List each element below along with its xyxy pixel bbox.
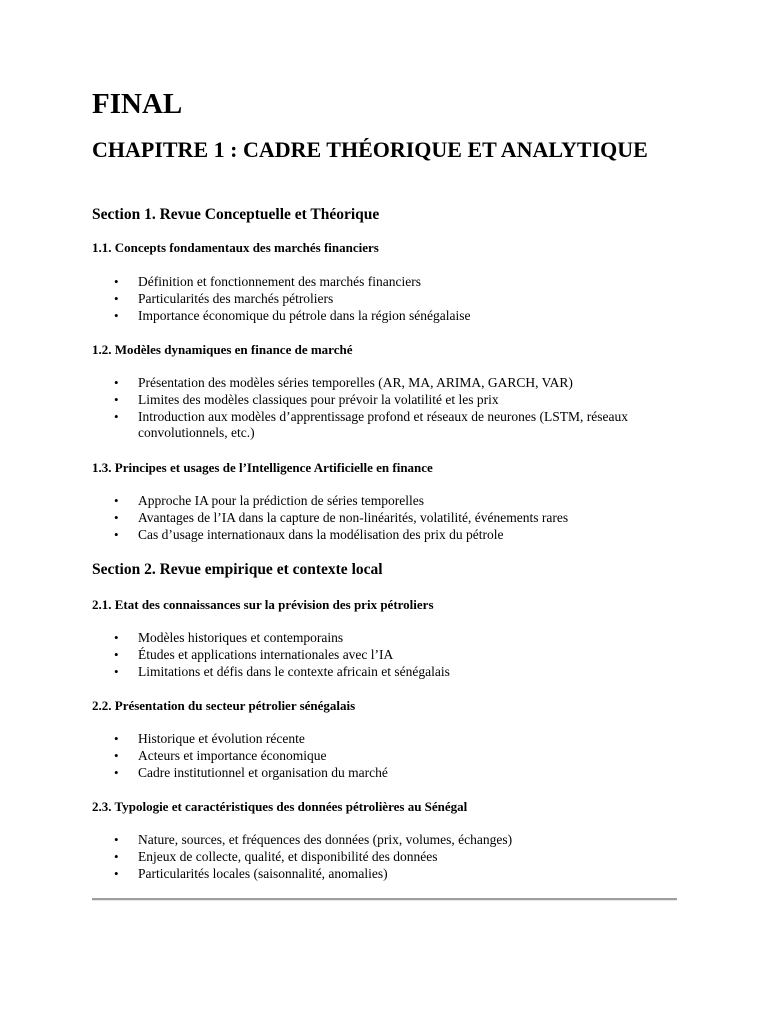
bullet-icon: • — [114, 509, 119, 525]
bullet-icon: • — [114, 848, 119, 864]
bullet-icon: • — [114, 493, 119, 508]
bullet-icon: • — [114, 663, 119, 679]
list-item-text: Avantages de l’IA dans la capture de non-linéarités, volatilité, événements rares — [138, 509, 569, 525]
list-item — [92, 748, 677, 765]
subsection-1-3-title: 1.3. Principes et usages de l’Intelligence Artificielle en finance — [92, 460, 433, 475]
bullet-icon: • — [114, 375, 119, 390]
subsection-1-3-list — [92, 493, 677, 543]
list-item — [92, 731, 677, 748]
list-item — [92, 849, 677, 866]
list-item — [92, 664, 677, 681]
list-item-text: Limitations et défis dans le contexte africain et sénégalais — [138, 663, 450, 679]
subsection-2-3-list — [92, 832, 677, 882]
list-item-text: Approche IA pour la prédiction de séries temporelles — [138, 493, 425, 508]
list-item — [92, 308, 677, 325]
list-item-text: Études et applications internationales avec l’IA — [138, 646, 394, 662]
subsection-1-2-title: 1.2. Modèles dynamiques en finance de marché — [92, 342, 353, 357]
list-item — [92, 291, 677, 308]
document-title: FINAL — [92, 88, 183, 120]
subsection-2-1-title: 2.1. Etat des connaissances sur la prévision des prix pétroliers — [92, 597, 434, 612]
list-item — [92, 527, 677, 544]
list-item — [92, 630, 677, 647]
bullet-icon: • — [114, 832, 119, 847]
horizontal-divider — [92, 898, 677, 901]
bullet-icon: • — [114, 630, 119, 645]
subsection-1-2-list — [92, 375, 677, 442]
list-item-text: Cas d’usage internationaux dans la modélisation des prix du pétrole — [138, 526, 504, 542]
bullet-icon: • — [114, 865, 119, 881]
bullet-icon: • — [114, 391, 119, 407]
bullet-icon: • — [114, 290, 119, 306]
list-item-text: Cadre institutionnel et organisation du marché — [138, 764, 388, 780]
list-item-text: Particularités locales (saisonnalité, anomalies) — [138, 865, 388, 881]
list-item-text: Introduction aux modèles d’apprentissage profond et réseaux de neurones (LSTM, réseaux convolutionnels, etc.) — [138, 408, 628, 441]
list-item-text: Modèles historiques et contemporains — [138, 630, 344, 645]
subsection-2-3-title: 2.3. Typologie et caractéristiques des données pétrolières au Sénégal — [92, 799, 468, 814]
section-2-title: Section 2. Revue empirique et contexte local — [92, 561, 383, 578]
bullet-icon: • — [114, 731, 119, 746]
subsection-1-1-title: 1.1. Concepts fondamentaux des marchés financiers — [92, 240, 379, 255]
list-item — [92, 493, 677, 510]
list-item-text: Définition et fonctionnement des marchés financiers — [138, 274, 422, 289]
list-item — [92, 274, 677, 291]
list-item — [92, 647, 677, 664]
bullet-icon: • — [114, 307, 119, 323]
subsection-2-1-list — [92, 630, 677, 680]
subsection-2-2-title: 2.2. Présentation du secteur pétrolier sénégalais — [92, 698, 356, 713]
list-item — [92, 765, 677, 782]
bullet-icon: • — [114, 274, 119, 289]
list-item — [92, 832, 677, 849]
section-1-title: Section 1. Revue Conceptuelle et Théorique — [92, 206, 380, 223]
list-item — [92, 510, 677, 527]
bullet-icon: • — [114, 526, 119, 542]
list-item-text: Importance économique du pétrole dans la région sénégalaise — [138, 307, 471, 323]
list-item-text: Enjeux de collecte, qualité, et disponibilité des données — [138, 848, 438, 864]
bullet-icon: • — [114, 646, 119, 662]
subsection-1-1-list — [92, 274, 677, 324]
list-item-text: Limites des modèles classiques pour prévoir la volatilité et les prix — [138, 391, 499, 407]
list-item-text: Particularités des marchés pétroliers — [138, 290, 334, 306]
list-item-text: Présentation des modèles séries temporelles (AR, MA, ARIMA, GARCH, VAR) — [138, 375, 573, 390]
bullet-icon: • — [114, 408, 119, 424]
chapter-title: CHAPITRE 1 : CADRE THÉORIQUE ET ANALYTIQUE — [92, 137, 648, 162]
list-item-text: Acteurs et importance économique — [138, 747, 327, 763]
list-item — [92, 409, 677, 443]
list-item — [92, 375, 677, 392]
list-item — [92, 866, 677, 883]
bullet-icon: • — [114, 747, 119, 763]
list-item — [92, 392, 677, 409]
list-item-text: Nature, sources, et fréquences des données (prix, volumes, échanges) — [138, 832, 513, 847]
bullet-icon: • — [114, 764, 119, 780]
list-item-text: Historique et évolution récente — [138, 731, 305, 746]
subsection-2-2-list — [92, 731, 677, 781]
